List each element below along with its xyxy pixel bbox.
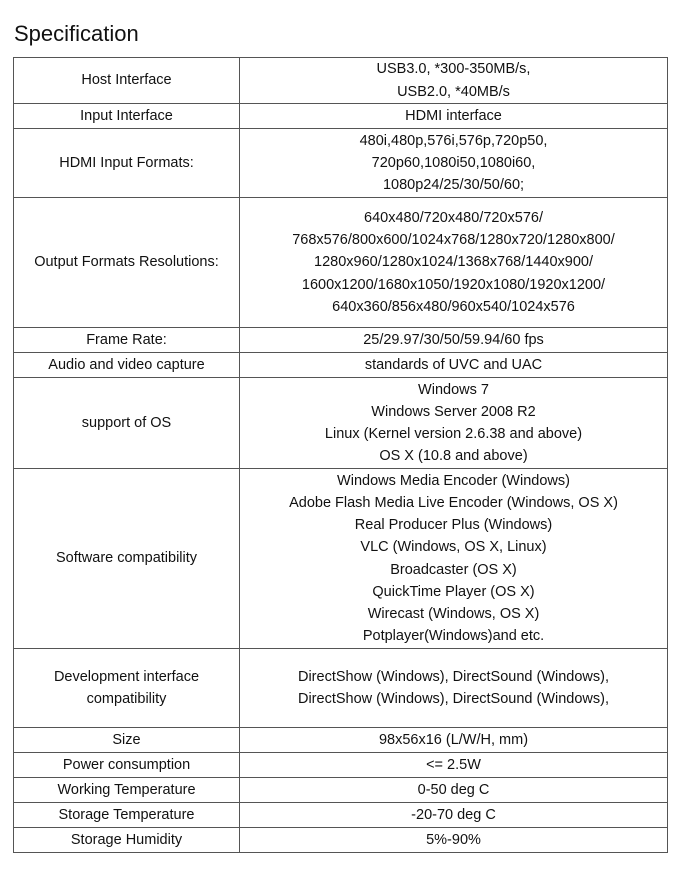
table-row (14, 803, 668, 828)
value-line: 25/29.97/30/50/59.94/60 fps (363, 331, 544, 348)
row-label (14, 728, 240, 753)
table-row (14, 198, 668, 328)
value-line: 0-50 deg C (417, 781, 490, 798)
value-line: Potplayer(Windows)and etc. (362, 628, 545, 645)
value-line: Broadcaster (OS X) (390, 561, 517, 578)
label-line: HDMI Input Formats: (59, 154, 194, 171)
table-row (14, 58, 668, 104)
label-line: Input Interface (80, 107, 173, 124)
value-line: Wirecast (Windows, OS X) (367, 605, 540, 622)
value-line: 640x480/720x480/720x576/ (364, 209, 543, 226)
value-line: Linux (Kernel version 2.6.38 and above) (324, 426, 583, 442)
row-label (14, 58, 240, 104)
table-row (14, 353, 668, 378)
row-label (14, 828, 240, 853)
row-label (14, 469, 240, 649)
specification-table (13, 57, 668, 853)
label-line: Development interface (53, 668, 200, 685)
row-label (14, 104, 240, 129)
row-value (240, 828, 668, 853)
row-value (240, 469, 668, 649)
label-line: compatibility (86, 691, 167, 707)
value-line: HDMI interface (405, 107, 502, 124)
label-line: Frame Rate: (86, 331, 167, 348)
value-line: QuickTime Player (OS X) (372, 583, 535, 600)
page-title: Specification (14, 21, 139, 46)
table-row (14, 378, 668, 469)
row-label (14, 649, 240, 728)
value-line: 98x56x16 (L/W/H, mm) (378, 731, 529, 748)
value-line: DirectShow (Windows), DirectSound (Windows), (297, 668, 610, 685)
row-value (240, 129, 668, 198)
row-value (240, 378, 668, 469)
value-line: Adobe Flash Media Live Encoder (Windows, OS X) (289, 494, 618, 511)
value-line: USB3.0, *300-350MB/s, (376, 61, 531, 78)
value-line: Windows 7 (418, 381, 489, 398)
row-label (14, 803, 240, 828)
row-label (14, 129, 240, 198)
row-value (240, 753, 668, 778)
table-row (14, 469, 668, 649)
label-line: Output Formats Resolutions: (34, 254, 219, 271)
label-line: Power consumption (62, 756, 191, 773)
table-row (14, 828, 668, 853)
value-line: 720p60,1080i50,1080i60, (371, 154, 536, 171)
value-line: 480i,480p,576i,576p,720p50, (359, 132, 548, 149)
table-row (14, 753, 668, 778)
row-value (240, 104, 668, 129)
value-line: 1080p24/25/30/50/60; (382, 177, 525, 194)
table-row (14, 104, 668, 129)
row-label (14, 378, 240, 469)
row-value (240, 649, 668, 728)
value-line: VLC (Windows, OS X, Linux) (360, 539, 547, 556)
row-value (240, 728, 668, 753)
label-line: support of OS (81, 414, 172, 431)
row-value (240, 778, 668, 803)
value-line: 1600x1200/1680x1050/1920x1080/1920x1200/ (301, 276, 606, 293)
value-line: 1280x960/1280x1024/1368x768/1440x900/ (314, 254, 593, 271)
label-line: Size (112, 731, 141, 748)
table-row (14, 778, 668, 803)
label-line: Storage Humidity (70, 831, 183, 848)
value-line: standards of UVC and UAC (364, 356, 543, 373)
row-value (240, 328, 668, 353)
value-line: OS X (10.8 and above) (379, 448, 528, 465)
value-line: -20-70 deg C (411, 806, 496, 823)
table-row (14, 728, 668, 753)
value-line: 640x360/856x480/960x540/1024x576 (332, 298, 575, 315)
table-row (14, 649, 668, 728)
row-label (14, 753, 240, 778)
value-line: USB2.0, *40MB/s (397, 83, 510, 100)
label-line: Software compatibility (55, 550, 198, 567)
label-line: Audio and video capture (48, 356, 205, 373)
row-label (14, 778, 240, 803)
row-label (14, 328, 240, 353)
value-line: Windows Server 2008 R2 (371, 403, 536, 420)
row-value (240, 803, 668, 828)
value-line: Real Producer Plus (Windows) (354, 517, 553, 534)
value-line: 768x576/800x600/1024x768/1280x720/1280x800/ (292, 232, 615, 249)
label-line: Host Interface (81, 72, 172, 89)
row-label (14, 198, 240, 328)
label-line: Storage Temperature (58, 806, 195, 823)
row-label (14, 353, 240, 378)
value-line: Windows Media Encoder (Windows) (337, 472, 570, 489)
label-line: Working Temperature (57, 781, 196, 798)
table-row (14, 328, 668, 353)
value-line: DirectShow (Windows), DirectSound (Windows), (297, 691, 610, 707)
value-line: <= 2.5W (426, 756, 481, 773)
row-value (240, 198, 668, 328)
table-row (14, 129, 668, 198)
row-value (240, 353, 668, 378)
row-value (240, 58, 668, 104)
value-line: 5%-90% (426, 831, 481, 848)
